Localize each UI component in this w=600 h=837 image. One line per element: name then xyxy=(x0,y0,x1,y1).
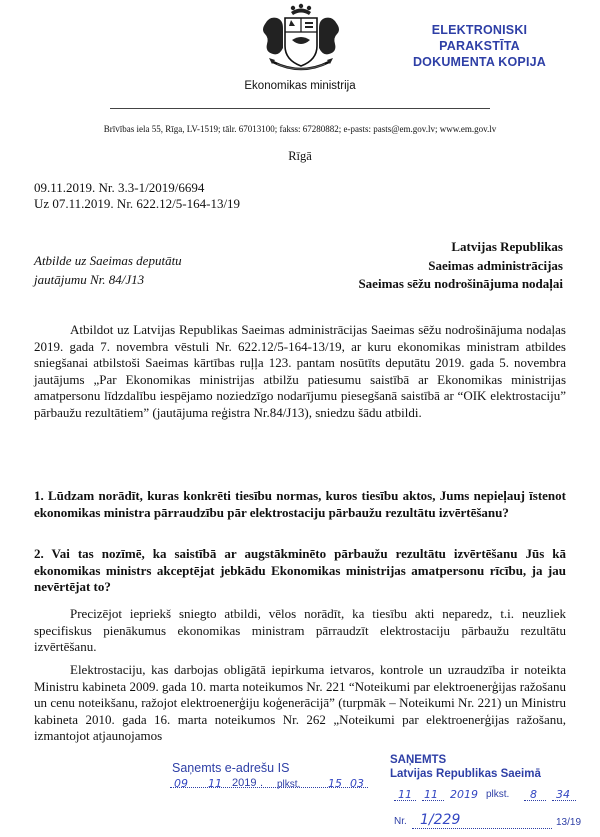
email-stamp-month: 11 xyxy=(208,777,222,790)
saeima-received-stamp xyxy=(388,752,588,832)
saeima-stamp-minute: 34 xyxy=(556,788,570,801)
question-1: 1. Lūdzam norādīt, kuras konkrēti tiesību normas, kuros tiesību aktos, Jums nepieļauj īstenot ekonomikas ministra pārraudzību pār elektrostaciju pārbaužu rezultātu izvērtēšanu? xyxy=(34,488,566,520)
email-stamp-time-label: plkst. xyxy=(277,779,301,790)
saeima-stamp-day: 11 xyxy=(398,788,412,801)
email-stamp-day: 09 xyxy=(174,777,188,790)
ministry-contact-line: Brīvības iela 55, Rīga, LV-1519; tālr. 67013100; fakss: 67280882; e-pasts: pasts@em.gov.lv; www.em.gov.lv xyxy=(103,124,497,134)
saeima-stamp-year: 2019 xyxy=(450,788,478,801)
saeima-stamp-title: SAŅEMTS xyxy=(390,754,447,766)
esign-copy-stamp xyxy=(392,22,567,70)
email-received-stamp xyxy=(170,757,370,803)
addressee-block xyxy=(358,238,563,294)
question-2: 2. Vai tas nozīmē, ka saistībā ar augstākminēto pārbaužu rezultātu izvērtēšanu Jūs kā ekonomikas ministrs akceptējat jebkādu Ekonomikas ministrijas amatpersonu rīcību, ja jau nevērtējat to? xyxy=(34,546,566,594)
letter-reference-number: 09.11.2019. Nr. 3.3-1/2019/6694 xyxy=(34,180,205,195)
coat-of-arms-icon xyxy=(255,2,347,76)
saeima-stamp-subtitle: Latvijas Republikas Saeimā xyxy=(390,768,541,780)
email-stamp-hour: 15 xyxy=(328,777,342,790)
addressee-line: Latvijas Republikas xyxy=(451,239,563,254)
letter-in-reply-to: Uz 07.11.2019. Nr. 622.12/5-164-13/19 xyxy=(34,196,241,211)
subject-line: jautājumu Nr. 84/J13 xyxy=(34,271,145,287)
saeima-stamp-hour: 8 xyxy=(530,788,537,801)
addressee-line: Saeimas sēžu nodrošinājuma nodaļai xyxy=(358,276,563,291)
saeima-stamp-month: 11 xyxy=(424,788,438,801)
saeima-stamp-nr-label: Nr. xyxy=(394,816,407,827)
intro-paragraph: Atbildot uz Latvijas Republikas Saeimas administrācijas Saeimas sēžu nodrošinājuma nodaļas 2019. gada 7. novembra vēstuli Nr. 622.12/5-164-13/19, ar kuru ekonomikas ministram atbildes sniegšanai atbilstoši Saeimas kārtības ruļļa 123. pantam nosūtīts deputātu 2019. gada 5. novembra jautājums „Par Ekonomikas ministrijas atbilžu patiesumu saistībā ar Ekonomikas ministrijas amatpersonu līdzdalību iespējamo noziedzīgo nodarījumu piesegšanā saistībā ar “OIK elektrostaciju” pārbaužu rezultātiem” (jautājuma reģistra Nr.84/J13), sniedzu šādu atbildi. xyxy=(34,322,566,420)
answer-paragraph-2: Elektrostaciju, kas darbojas obligātā iepirkuma ietvaros, kontrole un uzraudzība ir noteikta Ministru kabineta 2009. gada 10. marta noteikumos Nr. 221 “Noteikumi par elektroenerģijas ražošanu un cenu noteikšanu, ražojot elektroenerģiju koģenerācijā” (turpmāk – Noteikumi Nr. 221) un Ministru kabineta 2010. gada 16. marta noteikumos Nr. 262 „Noteikumi par elektroenerģijas ražošanu, izmantojot atjaunojamos xyxy=(34,662,566,744)
email-stamp-year: 2019 xyxy=(232,777,257,789)
email-stamp-minute: 03 xyxy=(350,777,364,790)
ministry-name: Ekonomikas ministrija xyxy=(244,80,356,92)
esign-stamp-line2: DOKUMENTA KOPIJA xyxy=(412,55,547,69)
letter-subject xyxy=(34,252,182,289)
esign-stamp-line1: ELEKTRONISKI PARAKSTĪTA xyxy=(431,23,528,53)
subject-line: Atbilde uz Saeimas deputātu xyxy=(34,253,182,268)
answer-paragraph-1: Precizējot iepriekš sniegto atbildi, vēlos norādīt, ka tiesību akti neparedz, t.i. neuzliek specifiskus pienākumus ekonomikas ministram pārraudzīt elektrostaciju pārbaužu rezultātu izvērtēšanu. xyxy=(34,606,566,655)
saeima-stamp-number-suffix: 13/19 xyxy=(556,817,582,828)
email-stamp-year-suffix: . xyxy=(260,777,264,789)
saeima-stamp-time-label: plkst. xyxy=(486,789,510,800)
addressee-line: Saeimas administrācijas xyxy=(428,257,563,273)
header-divider xyxy=(110,108,490,109)
letter-city: Rīgā xyxy=(288,149,312,163)
saeima-stamp-number: 1/229 xyxy=(420,812,461,828)
email-stamp-title: Saņemts e-adrešu IS xyxy=(172,761,290,775)
